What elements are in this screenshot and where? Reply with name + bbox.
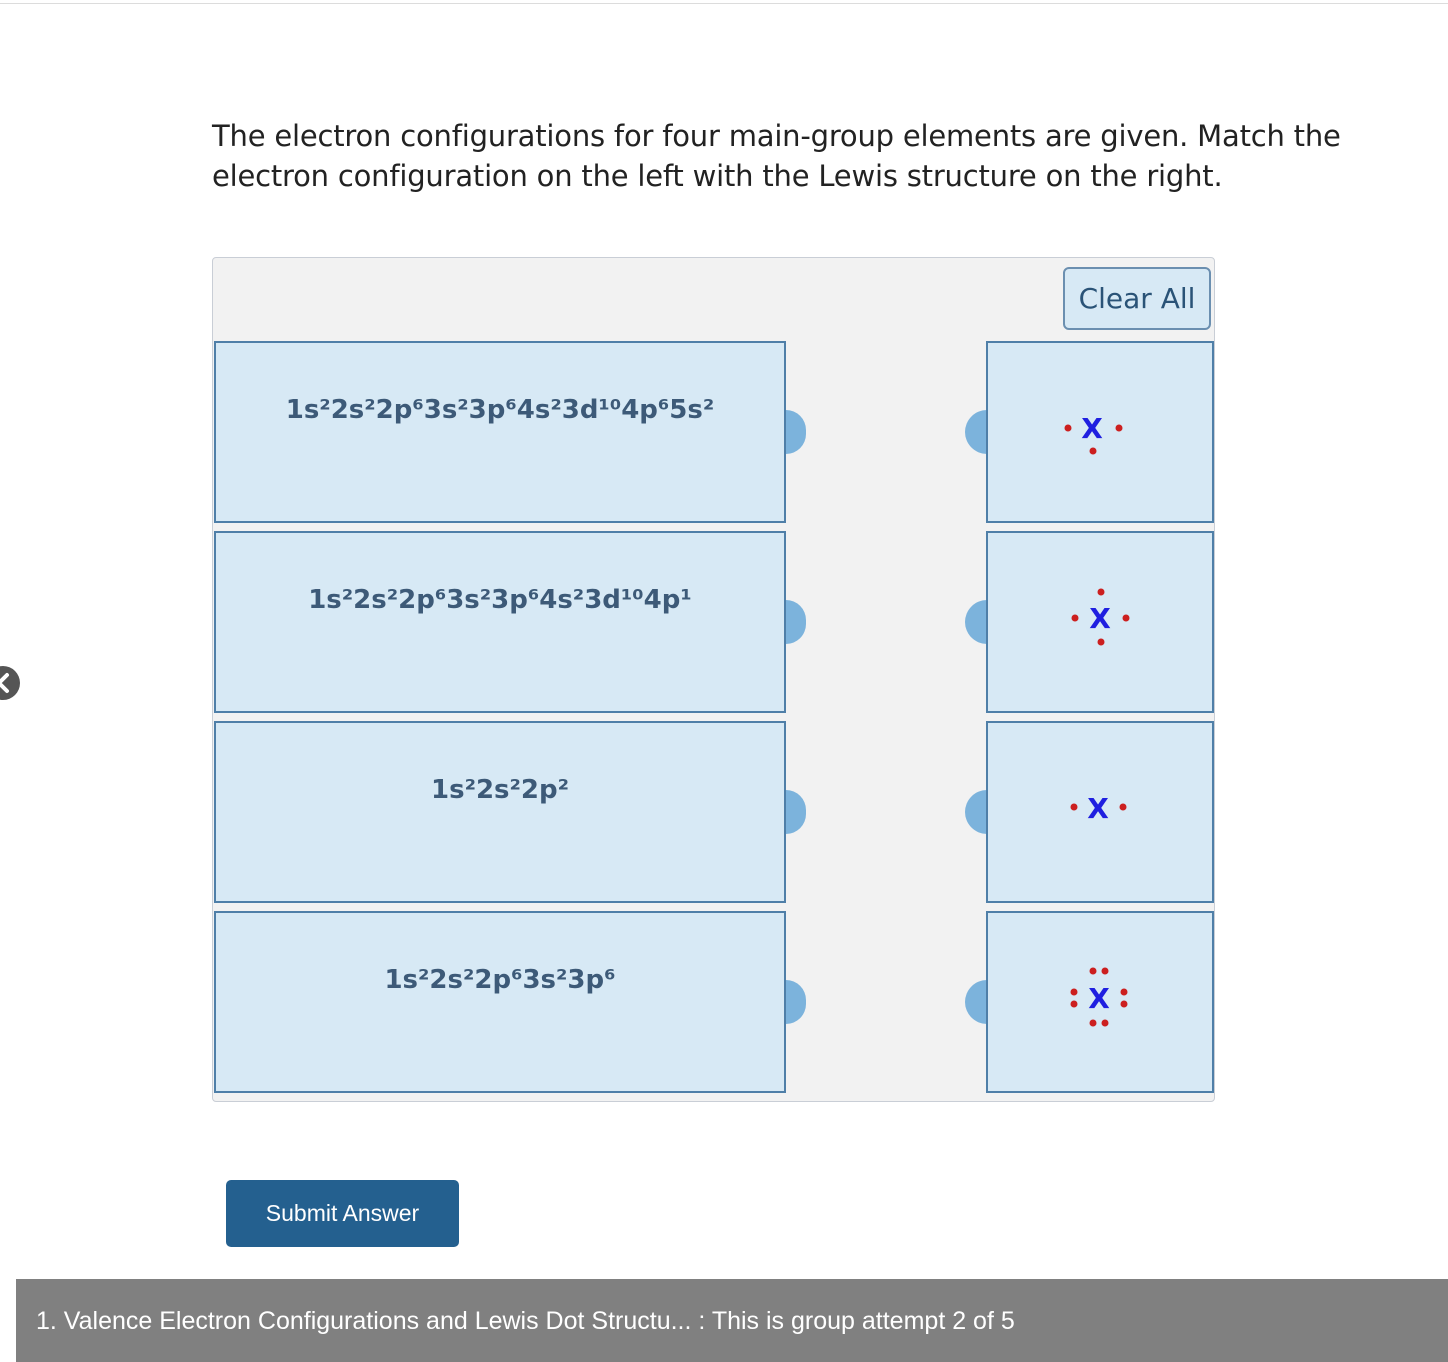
lewis-item-2[interactable] xyxy=(986,531,1214,713)
electron-dot xyxy=(1102,1020,1109,1027)
lewis-item-3[interactable] xyxy=(986,721,1214,903)
electron-dot xyxy=(1071,804,1078,811)
question-prompt: The electron configurations for four main-group elements are given. Match the electron configuration on the left with the Lewis structure on the right. xyxy=(212,119,1341,193)
lewis-symbol-3: X xyxy=(1087,792,1109,825)
electron-dot xyxy=(1071,1001,1078,1008)
electron-dot xyxy=(1090,968,1097,975)
electron-dot xyxy=(1120,804,1127,811)
electron-dot xyxy=(1123,615,1130,622)
submit-answer-button[interactable]: Submit Answer xyxy=(226,1180,459,1247)
lewis-structure-1 xyxy=(988,343,1212,521)
electron-dot xyxy=(1098,589,1105,596)
clear-all-button[interactable]: Clear All xyxy=(1063,267,1211,330)
electron-dot xyxy=(1090,1020,1097,1027)
config-item-4[interactable] xyxy=(214,911,786,1093)
electron-dot xyxy=(1102,968,1109,975)
top-divider xyxy=(0,3,1448,4)
side-collapse-tab[interactable] xyxy=(0,666,20,700)
config-text-2: 1s²2s²2p⁶3s²3p⁶4s²3d¹⁰4p¹ xyxy=(308,585,692,615)
electron-dot xyxy=(1065,425,1072,432)
lewis-item-4[interactable] xyxy=(986,911,1214,1093)
lewis-symbol-4: X xyxy=(1088,982,1110,1015)
electron-dot xyxy=(1121,989,1128,996)
config-text-3: 1s²2s²2p² xyxy=(431,775,569,805)
lewis-structure-3 xyxy=(988,723,1212,901)
electron-dot xyxy=(1116,425,1123,432)
electron-dot xyxy=(1071,989,1078,996)
config-text-4: 1s²2s²2p⁶3s²3p⁶ xyxy=(384,965,616,995)
electron-dot xyxy=(1072,615,1079,622)
assignment-status-bar: 1. Valence Electron Configurations and Lewis Dot Structu... : This is group attempt 2 of 5 xyxy=(16,1279,1448,1362)
config-item-3[interactable] xyxy=(214,721,786,903)
lewis-symbol-1: X xyxy=(1081,412,1103,445)
electron-dot xyxy=(1098,639,1105,646)
config-item-1[interactable] xyxy=(214,341,786,523)
config-text-1: 1s²2s²2p⁶3s²3p⁶4s²3d¹⁰4p⁶5s² xyxy=(285,395,715,425)
lewis-structure-4 xyxy=(988,913,1212,1091)
lewis-symbol-2: X xyxy=(1089,602,1111,635)
electron-dot xyxy=(1090,448,1097,455)
electron-dot xyxy=(1121,1001,1128,1008)
lewis-item-1[interactable] xyxy=(986,341,1214,523)
config-item-2[interactable] xyxy=(214,531,786,713)
chevron-left-icon xyxy=(0,672,12,694)
lewis-structure-2 xyxy=(988,533,1212,711)
